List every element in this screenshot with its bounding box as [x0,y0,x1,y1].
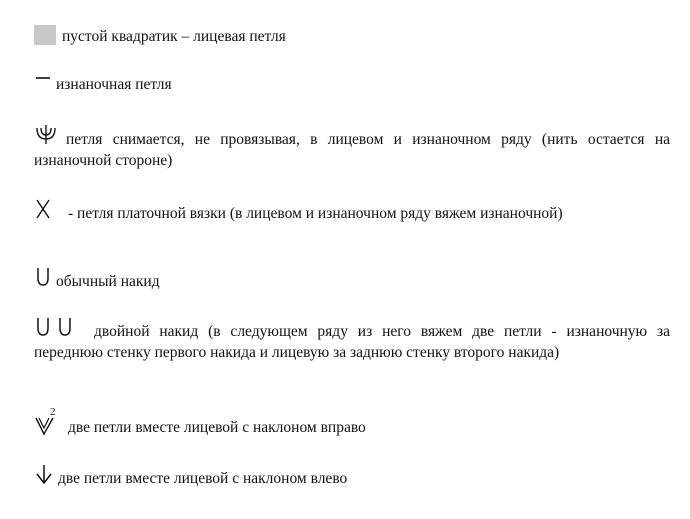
dash-icon [34,75,52,83]
legend-item-text: обычный накид [56,273,160,290]
slip-stitch-icon [34,124,58,146]
legend-item-double-yarn-over [34,316,670,363]
legend-item-text: пустой квадратик – лицевая петля [62,28,286,45]
legend-item-text: петля снимается, не провязывая, в лицевом и изнаночном ряду (нить остается на изнаночной стороне) [34,131,670,169]
yarn-over-icon [34,266,52,288]
legend-item-k2tog-left [34,463,670,489]
double-yarn-over-icon [34,316,78,338]
legend-item-text: две петли вместе лицевой с наклоном вправо [68,419,366,436]
legend-item-text: изнаночная петля [56,76,172,93]
grey-square-icon [34,25,56,45]
k2tog-left-icon [34,463,54,485]
legend-item-text: двойной накид (в следующем ряду из него вяжем две петли - изнаночную за переднюю стенку первого накида и лицевую за заднюю стенку второго накида) [34,323,670,361]
legend-item-garter-stitch [34,198,670,224]
legend-item-k2tog-right [34,406,670,438]
legend-item-slip-stitch [34,124,670,171]
legend-item-text: - петля платочной вязки (в лицевом и изнаночном ряду вяжем изнаночной) [68,205,563,222]
cross-icon [34,198,52,220]
k2tog-count-label: 2 [50,406,56,418]
legend-item-purl-stitch [34,74,670,95]
k2tog-right-icon [34,406,60,436]
legend-item-yarn-over [34,266,670,292]
legend-item-text: две петли вместе лицевой с наклоном влево [58,470,348,487]
legend-item-knit-stitch [34,25,670,47]
